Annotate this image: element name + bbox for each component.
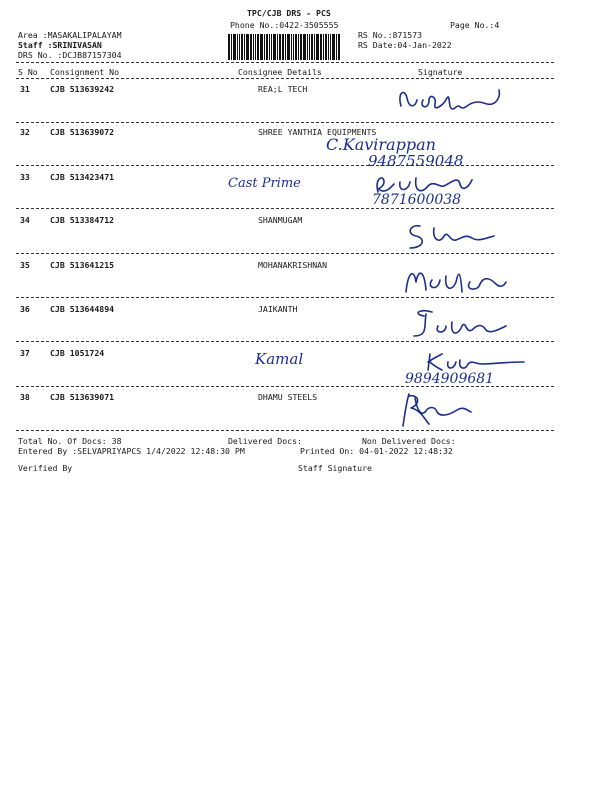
barcode-bar [300,34,302,60]
col-sno: S No [18,67,38,77]
barcode-bar [295,34,297,60]
barcode [228,34,350,60]
row-consignment: CJB 513384712 [50,215,115,225]
barcode-bar [311,34,313,60]
report-title: TPC/CJB DRS - PCS [247,8,331,18]
barcode-bar [328,34,329,60]
handwritten-phone: 9894909681 [405,371,495,387]
barcode-bar [239,34,240,60]
barcode-bar [309,34,310,60]
row-consignment: CJB 513644894 [50,304,115,314]
handwritten-phone: 9487559048 [368,152,464,170]
barcode-bar [336,34,337,60]
row-consignee: SHREE YANTHIA EQUIPMENTS [258,127,377,137]
non-delivered-docs: Non Delivered Docs: [362,436,456,446]
barcode-bar [260,34,263,60]
row-sno: 38 [20,392,30,402]
barcode-bar [287,34,290,60]
handwritten-receiver-name: Kamal [255,350,304,368]
row-consignment: CJB 513639072 [50,127,115,137]
barcode-bar [264,34,265,60]
barcode-bar [255,34,256,60]
barcode-bar [298,34,299,60]
barcode-bar [279,34,281,60]
row-divider [16,208,554,209]
barcode-bar [257,34,259,60]
handwritten-receiver-name: C.Kavirappan [326,135,436,154]
barcode-bar [285,34,286,60]
barcode-bar [271,34,272,60]
rs-date: RS Date:04-Jan-2022 [358,40,452,50]
staff-label: Staff :SRINIVASAN [18,40,102,50]
barcode-bar [273,34,276,60]
barcode-bar [332,34,335,60]
barcode-bar [291,34,292,60]
row-sno: 33 [20,172,30,182]
entered-by: Entered By :SELVAPRIYAPCS 1/4/2022 12:48:30 PM [18,446,245,456]
row-sno: 32 [20,127,30,137]
barcode-bar [266,34,268,60]
barcode-bar [237,34,238,60]
row-consignment: CJB 513639071 [50,392,115,402]
row-sno: 34 [20,215,30,225]
staff-signature: Staff Signature [298,463,372,473]
printed-on: Printed On: 04-01-2022 12:48:32 [300,446,453,456]
signature-mark [395,392,475,428]
barcode-bar [316,34,319,60]
barcode-bar [253,34,254,60]
row-divider [16,430,554,431]
row-sno: 31 [20,84,30,94]
barcode-bar [338,34,340,60]
verified-by: Verified By [18,463,73,473]
barcode-bar [323,34,324,60]
row-consignment: CJB 513423471 [50,172,115,182]
barcode-bar [233,34,236,60]
page-number: Page No.:4 [450,20,500,30]
col-signature: Signature [418,67,463,77]
col-consignment: Consignment No [50,67,120,77]
col-consignee: Consignee Details [238,67,322,77]
barcode-bar [320,34,322,60]
barcode-bar [293,34,294,60]
row-sno: 36 [20,304,30,314]
barcode-bar [228,34,230,60]
row-consignee: DHAMU STEELS [258,392,318,402]
barcode-bar [330,34,331,60]
row-sno: 37 [20,348,30,358]
barcode-bar [303,34,306,60]
barcode-bar [250,34,252,60]
barcode-bar [231,34,232,60]
barcode-bar [325,34,327,60]
barcode-bar [307,34,308,60]
divider [16,62,554,63]
phone-number: Phone No.:0422-3505555 [230,20,339,30]
signature-mark [395,82,525,122]
rs-number: RS No.:871573 [358,30,423,40]
barcode-bar [277,34,278,60]
row-consignment: CJB 513641215 [50,260,115,270]
row-consignee: SHANMUGAM [258,215,303,225]
barcode-bar [269,34,270,60]
row-divider [16,122,554,123]
signature-mark [402,306,512,342]
barcode-bar [282,34,284,60]
row-consignee: MOHANAKRISHNAN [258,260,328,270]
barcode-bar [246,34,249,60]
area-label: Area :MASAKALIPALAYAM [18,30,122,40]
row-consignment: CJB 1051724 [50,348,105,358]
barcode-bar [241,34,243,60]
row-sno: 35 [20,260,30,270]
delivered-docs: Delivered Docs: [228,436,302,446]
handwritten-phone: 7871600038 [372,192,462,208]
total-docs: Total No. Of Docs: 38 [18,436,122,446]
row-consignee: REA;L TECH [258,84,308,94]
signature-mark [420,350,530,374]
handwritten-receiver-name: Cast Prime [228,176,301,191]
divider [16,78,554,79]
row-divider [16,165,554,166]
row-consignee: JAIKANTH [258,304,298,314]
signature-mark [400,262,510,298]
barcode-bar [244,34,245,60]
row-consignment: CJB 513639242 [50,84,115,94]
signature-mark [400,218,500,254]
drs-number: DRS No. :DCJB87157304 [18,50,122,60]
barcode-bar [314,34,315,60]
signature-mark [370,170,480,200]
